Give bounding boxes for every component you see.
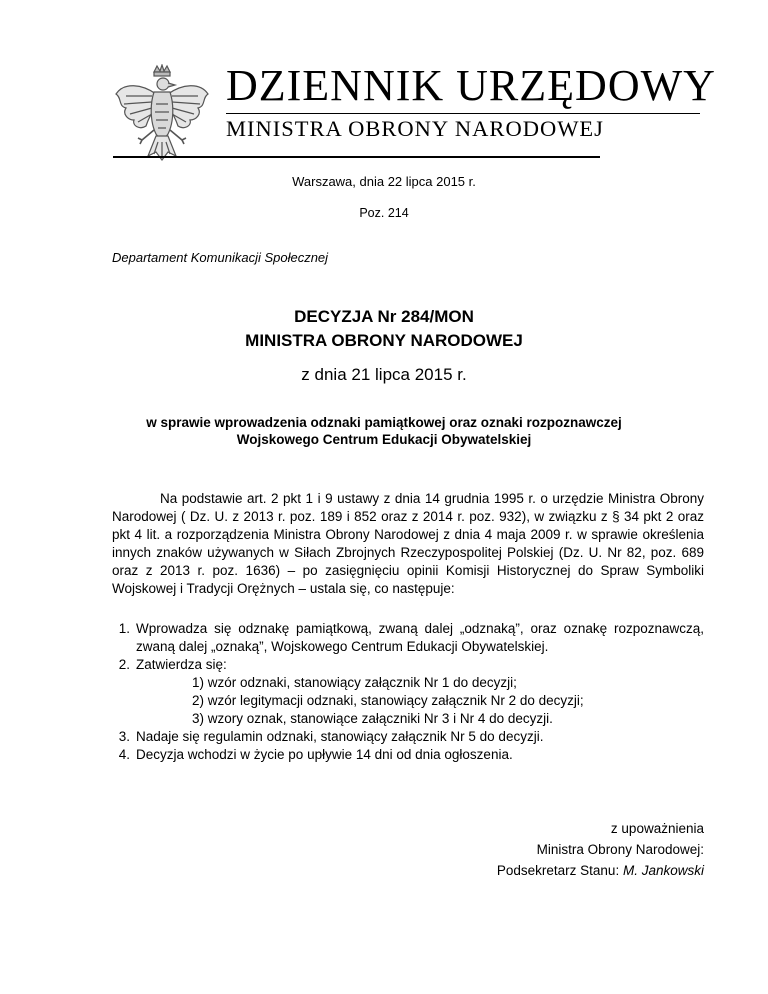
signatory-name: M. Jankowski: [622, 863, 704, 878]
position-number: Poz. 214: [359, 206, 409, 220]
preamble-text: Na podstawie art. 2 pkt 1 i 9 ustawy z dnia 14 grudnia 1995 r. o urzędzie Ministra Obrony Narodowej ( Dz. U. z 2013 r. poz. 189 i 852 oraz z 2014 r. poz. 932), w związku z § 34 pkt 2 oraz pkt 4 lit. a rozporządzenia Ministra Obrony Narodowej z dnia 4 maja 2009 r. w sprawie określenia innych znaków używanych w Siłach Zbrojnych Rzeczypospolitej Polskiej (Dz. U. Nr 82, poz. 689 oraz z 2013 r. poz. 1636) – po zasięgnięciu opinii Komisji Historycznej do Spraw Symboliki Wojskowej i Tradycji Orężnych – ustala się, co następuje:: [112, 491, 704, 596]
signature-ministry: Ministra Obrony Narodowej:: [536, 842, 704, 857]
list-item: [112, 746, 704, 764]
sub-item: 2) wzór legitymacji odznaki, stanowiący załącznik Nr 2 do decyzji;: [192, 693, 584, 708]
subject-line-2: Wojskowego Centrum Edukacji Obywatelskiej: [236, 432, 532, 447]
preamble-paragraph: [112, 490, 704, 598]
signature-block: [497, 818, 704, 881]
item-text: Nadaje się regulamin odznaki, stanowiący załącznik Nr 5 do decyzji.: [136, 729, 544, 744]
item-text: Zatwierdza się:: [136, 657, 227, 672]
list-item: [112, 728, 704, 746]
list-item: [112, 656, 704, 674]
department-name: Departament Komunikacji Społecznej: [112, 250, 329, 265]
decision-title: DECYZJA Nr 284/MON: [294, 307, 474, 326]
decision-issuer: MINISTRA OBRONY NARODOWEJ: [245, 331, 523, 350]
decision-date: z dnia 21 lipca 2015 r.: [301, 365, 467, 384]
item-number: 4.: [118, 747, 130, 762]
signature-authorization: z upoważnienia: [610, 821, 704, 836]
subject-line-1: w sprawie wprowadzenia odznaki pamiątkowej oraz oznaki rozpoznawczej: [146, 415, 622, 430]
item-number: 1.: [118, 621, 130, 636]
signature-role-line: [497, 860, 704, 881]
masthead-title: DZIENNIK URZĘDOWY: [226, 61, 716, 110]
masthead-divider: [226, 113, 700, 114]
decision-subject: [0, 414, 768, 448]
publication-date: Warszawa, dnia 22 lipca 2015 r.: [292, 174, 476, 189]
list-item: [112, 620, 704, 656]
item-text: Wprowadza się odznakę pamiątkową, zwaną dalej „odznaką”, oraz oznakę rozpoznawczą, zwaną dalej „oznaką”, Wojskowego Centrum Edukacji Obywatelskiej.: [136, 621, 704, 654]
polish-eagle-emblem-icon: [112, 64, 212, 164]
masthead-subtitle: MINISTRA OBRONY NARODOWEJ: [226, 116, 604, 141]
sub-item: 1) wzór odznaki, stanowiący załącznik Nr 1 do decyzji;: [192, 675, 517, 690]
signature-role: Podsekretarz Stanu:: [496, 863, 620, 878]
item-number: 2.: [118, 657, 130, 672]
masthead-underline: [113, 156, 600, 158]
decision-items-list: [112, 620, 704, 764]
sub-item: 3) wzory oznak, stanowiące załączniki Nr 3 i Nr 4 do decyzji.: [192, 711, 553, 726]
item-text: Decyzja wchodzi w życie po upływie 14 dni od dnia ogłoszenia.: [136, 747, 513, 762]
item-number: 3.: [118, 729, 130, 744]
